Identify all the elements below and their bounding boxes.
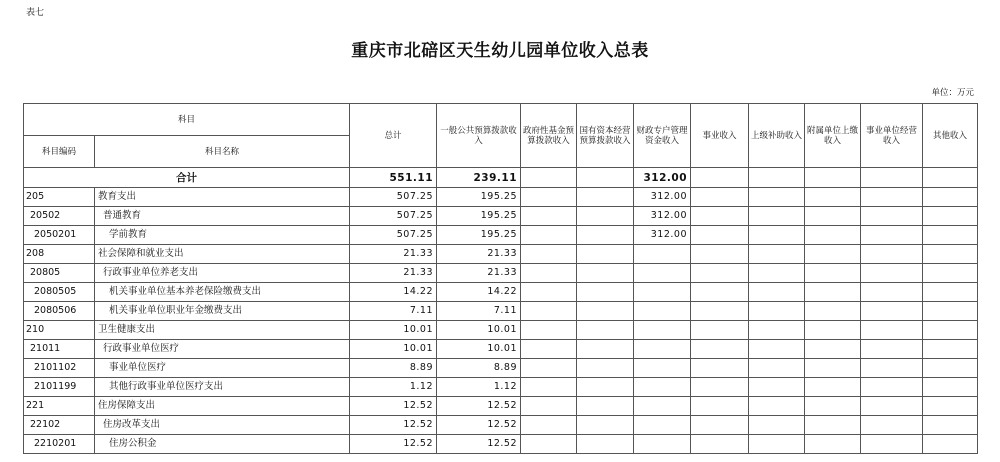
operating-income-cell <box>861 245 923 264</box>
total-row <box>24 168 978 188</box>
affiliated-income-cell <box>805 283 861 302</box>
affiliated-income-cell <box>805 359 861 378</box>
business-income-cell <box>691 435 749 454</box>
gov-fund-cell <box>521 226 577 245</box>
fiscal-special-cell <box>634 283 691 302</box>
state-capital-cell <box>577 359 634 378</box>
superior-subsidy-cell <box>749 264 805 283</box>
affiliated-income-cell <box>805 340 861 359</box>
affiliated-income-cell <box>805 378 861 397</box>
operating-income-cell <box>861 435 923 454</box>
subject-code-cell: 221 <box>24 397 95 416</box>
general-budget-cell: 10.01 <box>437 340 521 359</box>
total-cell: 10.01 <box>350 321 437 340</box>
business-income-cell <box>691 302 749 321</box>
table-row <box>24 207 978 226</box>
subject-code-cell: 205 <box>24 188 95 207</box>
total-cell: 10.01 <box>350 340 437 359</box>
fiscal-special-cell <box>634 397 691 416</box>
business-income-cell <box>691 245 749 264</box>
table-row <box>24 340 978 359</box>
total-operating-income <box>861 168 923 188</box>
subject-code-cell: 2050201 <box>24 226 95 245</box>
subject-code-cell: 2210201 <box>24 435 95 454</box>
subject-code-cell: 2101199 <box>24 378 95 397</box>
total-general-budget: 239.11 <box>437 168 521 188</box>
table-row <box>24 245 978 264</box>
gov-fund-cell <box>521 378 577 397</box>
fiscal-special-cell <box>634 378 691 397</box>
fiscal-special-cell <box>634 264 691 283</box>
general-budget-cell: 8.89 <box>437 359 521 378</box>
operating-income-cell <box>861 226 923 245</box>
fiscal-special-cell: 312.00 <box>634 226 691 245</box>
gov-fund-cell <box>521 321 577 340</box>
other-income-cell <box>923 302 978 321</box>
header-business-income: 事业收入 <box>691 104 749 168</box>
state-capital-cell <box>577 302 634 321</box>
general-budget-cell: 195.25 <box>437 226 521 245</box>
subject-name-cell: 行政事业单位养老支出 <box>95 264 350 283</box>
gov-fund-cell <box>521 302 577 321</box>
superior-subsidy-cell <box>749 435 805 454</box>
affiliated-income-cell <box>805 245 861 264</box>
operating-income-cell <box>861 207 923 226</box>
operating-income-cell <box>861 340 923 359</box>
state-capital-cell <box>577 264 634 283</box>
general-budget-cell: 21.33 <box>437 264 521 283</box>
total-cell: 1.12 <box>350 378 437 397</box>
superior-subsidy-cell <box>749 302 805 321</box>
total-cell: 12.52 <box>350 435 437 454</box>
other-income-cell <box>923 264 978 283</box>
other-income-cell <box>923 226 978 245</box>
subject-name-cell: 其他行政事业单位医疗支出 <box>95 378 350 397</box>
total-gov-fund <box>521 168 577 188</box>
subject-code-cell: 210 <box>24 321 95 340</box>
subject-name-cell: 机关事业单位基本养老保险缴费支出 <box>95 283 350 302</box>
fiscal-special-cell <box>634 340 691 359</box>
header-gov-fund: 政府性基金预算拨款收入 <box>521 104 577 168</box>
subject-name-cell: 普通教育 <box>95 207 350 226</box>
header-operating-income: 事业单位经营收入 <box>861 104 923 168</box>
table-row <box>24 416 978 435</box>
subject-name-cell: 住房公积金 <box>95 435 350 454</box>
superior-subsidy-cell <box>749 188 805 207</box>
other-income-cell <box>923 397 978 416</box>
subject-name-cell: 事业单位医疗 <box>95 359 350 378</box>
subject-name-cell: 住房保障支出 <box>95 397 350 416</box>
other-income-cell <box>923 245 978 264</box>
operating-income-cell <box>861 321 923 340</box>
header-fiscal-special: 财政专户管理资金收入 <box>634 104 691 168</box>
operating-income-cell <box>861 264 923 283</box>
general-budget-cell: 12.52 <box>437 435 521 454</box>
business-income-cell <box>691 416 749 435</box>
fiscal-special-cell <box>634 245 691 264</box>
total-cell: 507.25 <box>350 188 437 207</box>
table-row <box>24 226 978 245</box>
table-row <box>24 188 978 207</box>
header-affiliated-income: 附属单位上缴收入 <box>805 104 861 168</box>
table-row <box>24 264 978 283</box>
total-cell: 12.52 <box>350 397 437 416</box>
operating-income-cell <box>861 283 923 302</box>
header-total: 总计 <box>350 104 437 168</box>
header-subject-code: 科目编码 <box>24 136 95 168</box>
header-subject-name: 科目名称 <box>95 136 350 168</box>
subject-name-cell: 教育支出 <box>95 188 350 207</box>
total-cell: 7.11 <box>350 302 437 321</box>
subject-code-cell: 20805 <box>24 264 95 283</box>
subject-code-cell: 2080506 <box>24 302 95 321</box>
gov-fund-cell <box>521 188 577 207</box>
state-capital-cell <box>577 435 634 454</box>
total-cell: 507.25 <box>350 226 437 245</box>
business-income-cell <box>691 359 749 378</box>
header-general-budget: 一般公共预算拨款收入 <box>437 104 521 168</box>
general-budget-cell: 1.12 <box>437 378 521 397</box>
fiscal-special-cell <box>634 359 691 378</box>
page-title: 重庆市北碚区天生幼儿园单位收入总表 <box>351 41 649 61</box>
operating-income-cell <box>861 397 923 416</box>
other-income-cell <box>923 416 978 435</box>
general-budget-cell: 21.33 <box>437 245 521 264</box>
general-budget-cell: 195.25 <box>437 207 521 226</box>
unit-label: 单位：万元 <box>931 88 974 98</box>
state-capital-cell <box>577 321 634 340</box>
other-income-cell <box>923 378 978 397</box>
subject-code-cell: 208 <box>24 245 95 264</box>
subject-code-cell: 2101102 <box>24 359 95 378</box>
affiliated-income-cell <box>805 264 861 283</box>
total-business-income <box>691 168 749 188</box>
general-budget-cell: 195.25 <box>437 188 521 207</box>
superior-subsidy-cell <box>749 207 805 226</box>
total-total: 551.11 <box>350 168 437 188</box>
operating-income-cell <box>861 188 923 207</box>
affiliated-income-cell <box>805 188 861 207</box>
other-income-cell <box>923 435 978 454</box>
state-capital-cell <box>577 397 634 416</box>
state-capital-cell <box>577 340 634 359</box>
total-label: 合计 <box>24 168 350 188</box>
total-cell: 14.22 <box>350 283 437 302</box>
subject-name-cell: 住房改革支出 <box>95 416 350 435</box>
affiliated-income-cell <box>805 207 861 226</box>
table-row <box>24 302 978 321</box>
state-capital-cell <box>577 283 634 302</box>
gov-fund-cell <box>521 416 577 435</box>
total-affiliated-income <box>805 168 861 188</box>
gov-fund-cell <box>521 397 577 416</box>
header-state-capital: 国有资本经营预算拨款收入 <box>577 104 634 168</box>
other-income-cell <box>923 283 978 302</box>
fiscal-special-cell: 312.00 <box>634 188 691 207</box>
affiliated-income-cell <box>805 435 861 454</box>
table-number-label: 表七 <box>26 8 45 18</box>
general-budget-cell: 12.52 <box>437 416 521 435</box>
total-fiscal-special: 312.00 <box>634 168 691 188</box>
gov-fund-cell <box>521 435 577 454</box>
total-cell: 21.33 <box>350 245 437 264</box>
state-capital-cell <box>577 416 634 435</box>
header-other-income: 其他收入 <box>923 104 978 168</box>
subject-code-cell: 20502 <box>24 207 95 226</box>
other-income-cell <box>923 321 978 340</box>
superior-subsidy-cell <box>749 283 805 302</box>
subject-name-cell: 机关事业单位职业年金缴费支出 <box>95 302 350 321</box>
table-row <box>24 359 978 378</box>
subject-name-cell: 学前教育 <box>95 226 350 245</box>
total-cell: 507.25 <box>350 207 437 226</box>
general-budget-cell: 14.22 <box>437 283 521 302</box>
business-income-cell <box>691 188 749 207</box>
total-state-capital <box>577 168 634 188</box>
gov-fund-cell <box>521 245 577 264</box>
business-income-cell <box>691 397 749 416</box>
header-subject: 科目 <box>24 104 350 136</box>
gov-fund-cell <box>521 283 577 302</box>
total-other-income <box>923 168 978 188</box>
operating-income-cell <box>861 302 923 321</box>
general-budget-cell: 10.01 <box>437 321 521 340</box>
state-capital-cell <box>577 207 634 226</box>
superior-subsidy-cell <box>749 226 805 245</box>
business-income-cell <box>691 207 749 226</box>
business-income-cell <box>691 226 749 245</box>
subject-code-cell: 21011 <box>24 340 95 359</box>
general-budget-cell: 12.52 <box>437 397 521 416</box>
table-row <box>24 378 978 397</box>
other-income-cell <box>923 340 978 359</box>
state-capital-cell <box>577 245 634 264</box>
subject-name-cell: 卫生健康支出 <box>95 321 350 340</box>
subject-code-cell: 2080505 <box>24 283 95 302</box>
business-income-cell <box>691 321 749 340</box>
business-income-cell <box>691 340 749 359</box>
total-cell: 12.52 <box>350 416 437 435</box>
operating-income-cell <box>861 416 923 435</box>
state-capital-cell <box>577 188 634 207</box>
superior-subsidy-cell <box>749 397 805 416</box>
operating-income-cell <box>861 378 923 397</box>
affiliated-income-cell <box>805 397 861 416</box>
other-income-cell <box>923 188 978 207</box>
subject-code-cell: 22102 <box>24 416 95 435</box>
business-income-cell <box>691 378 749 397</box>
gov-fund-cell <box>521 359 577 378</box>
affiliated-income-cell <box>805 226 861 245</box>
income-summary-table <box>23 103 978 454</box>
gov-fund-cell <box>521 207 577 226</box>
affiliated-income-cell <box>805 302 861 321</box>
header-row-top <box>24 104 978 136</box>
other-income-cell <box>923 207 978 226</box>
superior-subsidy-cell <box>749 416 805 435</box>
subject-name-cell: 社会保障和就业支出 <box>95 245 350 264</box>
table-row <box>24 321 978 340</box>
total-cell: 21.33 <box>350 264 437 283</box>
state-capital-cell <box>577 378 634 397</box>
other-income-cell <box>923 359 978 378</box>
operating-income-cell <box>861 359 923 378</box>
fiscal-special-cell: 312.00 <box>634 207 691 226</box>
total-cell: 8.89 <box>350 359 437 378</box>
affiliated-income-cell <box>805 416 861 435</box>
business-income-cell <box>691 283 749 302</box>
superior-subsidy-cell <box>749 359 805 378</box>
superior-subsidy-cell <box>749 321 805 340</box>
fiscal-special-cell <box>634 416 691 435</box>
affiliated-income-cell <box>805 321 861 340</box>
fiscal-special-cell <box>634 302 691 321</box>
table-row <box>24 283 978 302</box>
general-budget-cell: 7.11 <box>437 302 521 321</box>
table-row <box>24 397 978 416</box>
superior-subsidy-cell <box>749 378 805 397</box>
header-superior-subsidy: 上级补助收入 <box>749 104 805 168</box>
subject-name-cell: 行政事业单位医疗 <box>95 340 350 359</box>
superior-subsidy-cell <box>749 340 805 359</box>
gov-fund-cell <box>521 340 577 359</box>
gov-fund-cell <box>521 264 577 283</box>
fiscal-special-cell <box>634 321 691 340</box>
total-superior-subsidy <box>749 168 805 188</box>
business-income-cell <box>691 264 749 283</box>
table-row <box>24 435 978 454</box>
fiscal-special-cell <box>634 435 691 454</box>
state-capital-cell <box>577 226 634 245</box>
superior-subsidy-cell <box>749 245 805 264</box>
